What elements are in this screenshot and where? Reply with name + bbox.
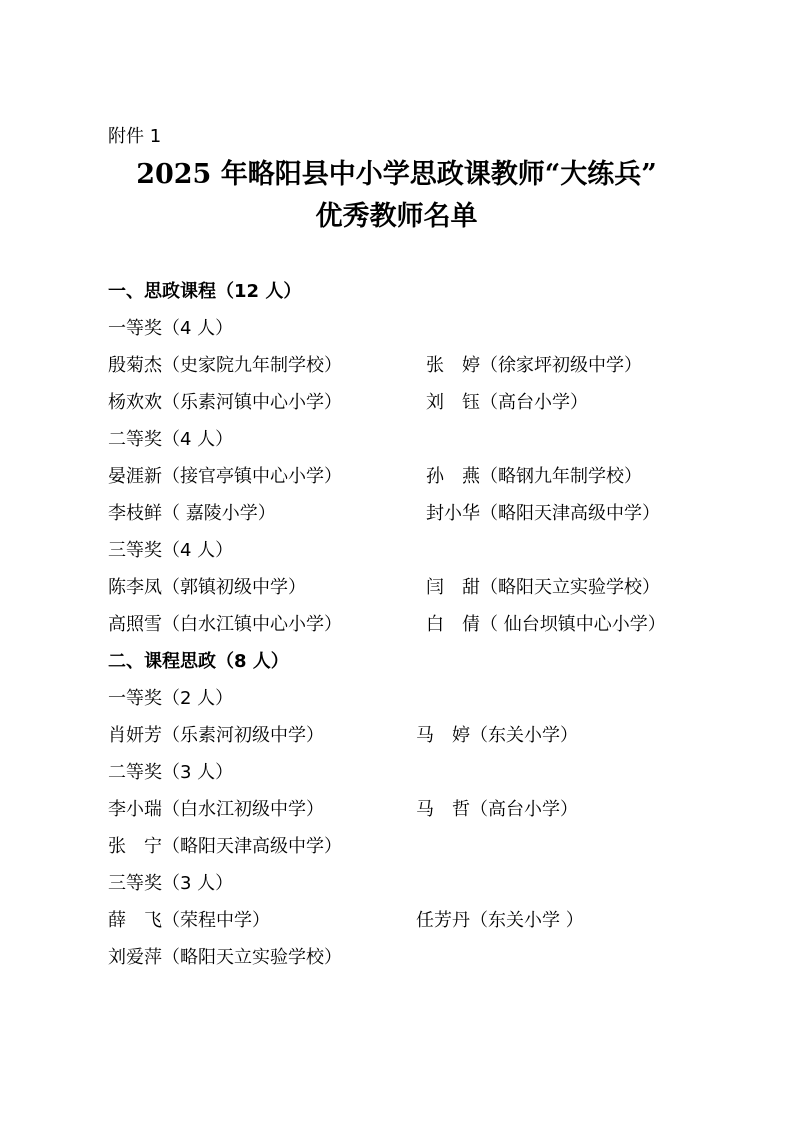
awardee-entry: 杨欢欢（乐素河镇中心小学） [108, 392, 342, 413]
awardee-entry: 封小华（略阳天津高级中学） [426, 503, 660, 524]
awardee-entry: 马 婷（东关小学） [416, 725, 578, 746]
document-title-line-1: 2025 年略阳县中小学思政课教师“大练兵” [136, 159, 657, 190]
tier-label: 二等奖（4 人） [108, 429, 234, 450]
awardee-entry: 李枝鲜（ 嘉陵小学） [108, 503, 276, 524]
awardee-entry: 白 倩（ 仙台坝镇中心小学） [426, 614, 666, 635]
section-heading: 二、课程思政（8 人） [108, 651, 289, 672]
awardee-entry: 殷菊杰（史家院九年制学校） [108, 355, 342, 376]
awardee-entry: 李小瑞（白水江初级中学） [108, 799, 324, 820]
awardee-entry: 晏涯新（接官亭镇中心小学） [108, 466, 342, 487]
awardee-entry: 刘 钰（高台小学） [426, 392, 588, 413]
awardee-entry: 刘爱萍（略阳天立实验学校） [108, 947, 342, 968]
document-title-line-2: 优秀教师名单 [315, 201, 478, 232]
tier-label: 二等奖（3 人） [108, 762, 234, 783]
awardee-entry: 闫 甜（略阳天立实验学校） [426, 577, 660, 598]
awardee-entry: 陈李凤（郭镇初级中学） [108, 577, 306, 598]
awardee-entry: 孙 燕（略钢九年制学校） [426, 466, 642, 487]
awardee-entry: 肖妍芳（乐素河初级中学） [108, 725, 324, 746]
tier-label: 一等奖（2 人） [108, 688, 234, 709]
attachment-label: 附件 1 [108, 126, 162, 147]
awardee-entry: 任芳丹（东关小学 ） [416, 910, 584, 931]
tier-label: 三等奖（3 人） [108, 873, 234, 894]
awardee-entry: 薛 飞（荣程中学） [108, 910, 270, 931]
awardee-entry: 张 宁（略阳天津高级中学） [108, 836, 342, 857]
awardee-entry: 高照雪（白水江镇中心小学） [108, 614, 342, 635]
awardee-entry: 马 哲（高台小学） [416, 799, 578, 820]
awardee-entry: 张 婷（徐家坪初级中学） [426, 355, 642, 376]
tier-label: 一等奖（4 人） [108, 318, 234, 339]
tier-label: 三等奖（4 人） [108, 540, 234, 561]
section-heading: 一、思政课程（12 人） [108, 281, 302, 302]
